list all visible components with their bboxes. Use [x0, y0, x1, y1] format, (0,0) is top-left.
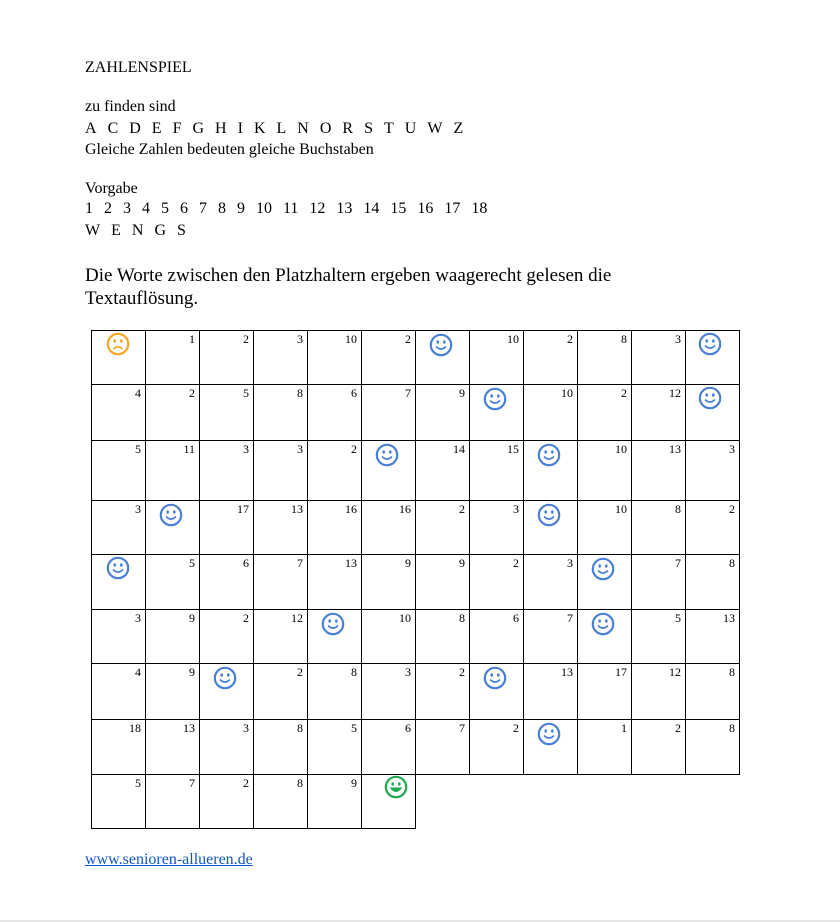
- cell-number: 17: [615, 665, 627, 679]
- vorgabe-number: 15: [390, 200, 407, 217]
- cell-number: 2: [243, 611, 249, 625]
- grid-cell: [145, 719, 200, 775]
- cell-number: 7: [459, 721, 465, 735]
- grid-cell: [631, 384, 686, 441]
- cell-number: 2: [243, 776, 249, 790]
- cell-number: 3: [135, 611, 141, 625]
- grid-cell: [469, 719, 524, 775]
- letter-item: S: [364, 120, 373, 137]
- vorgabe-letter: S: [177, 222, 186, 239]
- grid-cell: [577, 609, 632, 664]
- vorgabe-letter: N: [131, 222, 144, 239]
- grid-cell: [523, 440, 578, 501]
- cell-number: 17: [237, 502, 249, 516]
- cell-number: 4: [135, 386, 141, 400]
- cell-number: 8: [729, 665, 735, 679]
- cell-number: 1: [621, 721, 627, 735]
- letter-item: F: [172, 120, 182, 137]
- cell-number: 3: [243, 721, 249, 735]
- grid-cell: [145, 440, 200, 501]
- grid-cell: [145, 500, 200, 555]
- grid-cell: [631, 554, 686, 610]
- letter-item: R: [342, 120, 354, 137]
- grid-cell: [415, 719, 470, 775]
- grid-cell: [469, 384, 524, 441]
- grid-cell: [199, 609, 254, 664]
- grid-cell: [685, 663, 740, 720]
- cell-number: 10: [615, 502, 627, 516]
- vorgabe-number: 14: [363, 200, 380, 217]
- cell-number: 2: [459, 502, 465, 516]
- vorgabe-number: 17: [444, 200, 461, 217]
- cell-number: 3: [297, 332, 303, 346]
- grid-cell: [253, 500, 308, 555]
- vorgabe-letter: G: [154, 222, 167, 239]
- grid-cell: [253, 719, 308, 775]
- cell-number: 8: [621, 332, 627, 346]
- smiley-icon: [483, 387, 507, 411]
- grid-cell: [469, 440, 524, 501]
- cell-number: 9: [189, 665, 195, 679]
- vorgabe-letters: [85, 222, 197, 240]
- cell-number: 7: [675, 556, 681, 570]
- smiley-icon: [321, 612, 345, 636]
- grid-cell: [253, 330, 308, 385]
- source-link[interactable]: www.senioren-allueren.de: [85, 851, 253, 868]
- grid-cell: [91, 663, 146, 720]
- grid-cell: [253, 554, 308, 610]
- smiley-icon: [698, 332, 722, 356]
- grid-cell: [145, 609, 200, 664]
- grid-cell: [199, 500, 254, 555]
- grid-cell: [199, 663, 254, 720]
- grid-cell: [307, 609, 362, 664]
- puzzle-title: ZAHLENSPIEL: [85, 59, 192, 76]
- grid-cell: [577, 663, 632, 720]
- grid-cell: [631, 609, 686, 664]
- grid-cell: [415, 554, 470, 610]
- vorgabe-number: 8: [218, 200, 226, 217]
- cell-number: 3: [675, 332, 681, 346]
- letter-item: L: [276, 120, 287, 137]
- grid-cell: [523, 330, 578, 385]
- grid-cell: [253, 663, 308, 720]
- cell-number: 10: [399, 611, 411, 625]
- vorgabe-number: 12: [309, 200, 326, 217]
- cell-number: 1: [189, 332, 195, 346]
- cell-number: 5: [675, 611, 681, 625]
- smiley-icon: [537, 503, 561, 527]
- grid-cell: [415, 384, 470, 441]
- cell-number: 16: [345, 502, 357, 516]
- smiley-icon: [591, 557, 615, 581]
- grid-cell: [361, 663, 416, 720]
- smiley-icon: [698, 386, 722, 410]
- grid-cell: [361, 774, 416, 829]
- grid-cell: [361, 719, 416, 775]
- cell-number: 7: [405, 386, 411, 400]
- letter-item: D: [129, 120, 141, 137]
- smiley-icon: [375, 443, 399, 467]
- cell-number: 13: [183, 721, 195, 735]
- cell-number: 5: [351, 721, 357, 735]
- cell-number: 2: [351, 442, 357, 456]
- grid-cell: [199, 719, 254, 775]
- grid-cell: [199, 554, 254, 610]
- cell-number: 5: [243, 386, 249, 400]
- grid-cell: [577, 554, 632, 610]
- cell-number: 5: [135, 442, 141, 456]
- grid-cell: [145, 663, 200, 720]
- cell-number: 6: [513, 611, 519, 625]
- grid-cell: [253, 774, 308, 829]
- grid-cell: [685, 500, 740, 555]
- grid-cell: [631, 440, 686, 501]
- grid-cell: [361, 440, 416, 501]
- vorgabe-numbers: [85, 200, 498, 218]
- letters-to-find: [85, 120, 474, 138]
- vorgabe-label: Vorgabe: [85, 180, 138, 197]
- grid-cell: [415, 609, 470, 664]
- grid-cell: [91, 609, 146, 664]
- grid-cell: [577, 500, 632, 555]
- grid-cell: [91, 554, 146, 610]
- cell-number: 7: [567, 611, 573, 625]
- cell-number: 2: [243, 332, 249, 346]
- cell-number: 5: [135, 776, 141, 790]
- vorgabe-letter: E: [111, 222, 121, 239]
- smiley-icon: [483, 666, 507, 690]
- vorgabe-number: 7: [199, 200, 207, 217]
- grid-cell: [577, 384, 632, 441]
- grid-cell: [469, 330, 524, 385]
- cell-number: 13: [669, 442, 681, 456]
- cell-number: 2: [729, 502, 735, 516]
- cell-number: 12: [669, 665, 681, 679]
- grid-cell: [415, 330, 470, 385]
- vorgabe-number: 3: [123, 200, 131, 217]
- cell-number: 2: [189, 386, 195, 400]
- cell-number: 8: [297, 776, 303, 790]
- cell-number: 10: [345, 332, 357, 346]
- cell-number: 18: [129, 721, 141, 735]
- cell-number: 13: [291, 502, 303, 516]
- grid-cell: [199, 330, 254, 385]
- vorgabe-number: 13: [336, 200, 353, 217]
- grid-cell: [91, 774, 146, 829]
- letter-item: E: [151, 120, 162, 137]
- cell-number: 6: [351, 386, 357, 400]
- cell-number: 16: [399, 502, 411, 516]
- letter-item: C: [107, 120, 119, 137]
- grid-cell: [523, 554, 578, 610]
- cell-number: 5: [189, 556, 195, 570]
- cell-number: 8: [297, 386, 303, 400]
- vorgabe-number: 2: [104, 200, 112, 217]
- cell-number: 10: [615, 442, 627, 456]
- grid-cell: [415, 440, 470, 501]
- cell-number: 10: [507, 332, 519, 346]
- rule-text: Gleiche Zahlen bedeuten gleiche Buchstaben: [85, 141, 374, 158]
- vorgabe-number: 4: [142, 200, 150, 217]
- grid-cell: [361, 384, 416, 441]
- vorgabe-number: 18: [471, 200, 488, 217]
- grid-cell: [469, 609, 524, 664]
- vorgabe-letter: W: [85, 222, 101, 239]
- cell-number: 8: [459, 611, 465, 625]
- grid-cell: [523, 609, 578, 664]
- grid-cell: [631, 330, 686, 385]
- cell-number: 8: [675, 502, 681, 516]
- cell-number: 9: [405, 556, 411, 570]
- letter-item: W: [427, 120, 443, 137]
- cell-number: 3: [513, 502, 519, 516]
- grid-cell: [685, 440, 740, 501]
- grid-cell: [469, 500, 524, 555]
- smiley-icon: [213, 666, 237, 690]
- grid-cell: [631, 719, 686, 775]
- grid-cell: [307, 774, 362, 829]
- grid-cell: [91, 440, 146, 501]
- vorgabe-number: 10: [256, 200, 272, 217]
- cell-number: 14: [453, 442, 465, 456]
- grid-cell: [361, 500, 416, 555]
- grid-cell: [523, 719, 578, 775]
- instruction-text: Die Worte zwischen den Platzhaltern ergeben waagerecht gelesen die Textauflösung.: [85, 265, 612, 309]
- vorgabe-number: 1: [85, 200, 93, 217]
- letter-item: K: [253, 120, 266, 137]
- smiley-icon: [106, 556, 130, 580]
- grid-cell: [307, 719, 362, 775]
- cell-number: 3: [135, 502, 141, 516]
- cell-number: 2: [459, 665, 465, 679]
- grid-cell: [91, 330, 146, 385]
- grid-cell: [631, 663, 686, 720]
- cell-number: 2: [513, 721, 519, 735]
- grid-cell: [685, 330, 740, 385]
- grid-cell: [253, 384, 308, 441]
- grid-cell: [307, 440, 362, 501]
- grid-cell: [361, 554, 416, 610]
- grid-cell: [685, 719, 740, 775]
- grid-cell: [685, 384, 740, 441]
- cell-number: 2: [621, 386, 627, 400]
- cell-number: 8: [729, 556, 735, 570]
- find-label: zu finden sind: [85, 98, 176, 115]
- cell-number: 13: [345, 556, 357, 570]
- grid-cell: [577, 330, 632, 385]
- cell-number: 2: [513, 556, 519, 570]
- cell-number: 9: [189, 611, 195, 625]
- smiley-icon: [591, 612, 615, 636]
- vorgabe-number: 16: [417, 200, 434, 217]
- cell-number: 2: [567, 332, 573, 346]
- grid-cell: [631, 500, 686, 555]
- grid-cell: [523, 500, 578, 555]
- grid-cell: [91, 384, 146, 441]
- grid-cell: [685, 609, 740, 664]
- cell-number: 6: [405, 721, 411, 735]
- grid-cell: [523, 384, 578, 441]
- letter-item: Z: [453, 120, 464, 137]
- grid-cell: [415, 500, 470, 555]
- grid-cell: [523, 663, 578, 720]
- smiley-icon: [537, 443, 561, 467]
- grid-cell: [199, 384, 254, 441]
- vorgabe-number: 5: [161, 200, 169, 217]
- grid-cell: [469, 663, 524, 720]
- grid-cell: [361, 609, 416, 664]
- cell-number: 2: [405, 332, 411, 346]
- grid-cell: [91, 719, 146, 775]
- sad-face-icon: [106, 332, 130, 356]
- vorgabe-number: 6: [180, 200, 188, 217]
- letter-item: U: [404, 120, 417, 137]
- grid-cell: [199, 440, 254, 501]
- cell-number: 3: [243, 442, 249, 456]
- cell-number: 8: [351, 665, 357, 679]
- letter-item: H: [215, 120, 227, 137]
- cell-number: 3: [297, 442, 303, 456]
- cell-number: 11: [183, 442, 195, 456]
- grid-cell: [145, 774, 200, 829]
- grid-cell: [199, 774, 254, 829]
- cell-number: 8: [297, 721, 303, 735]
- letter-item: I: [237, 120, 243, 137]
- grid-cell: [577, 440, 632, 501]
- letter-item: G: [192, 120, 205, 137]
- letter-item: A: [85, 120, 97, 137]
- letter-item: T: [383, 120, 394, 137]
- grid-cell: [577, 719, 632, 775]
- cell-number: 13: [561, 665, 573, 679]
- grinning-face-icon: [384, 775, 408, 799]
- cell-number: 6: [243, 556, 249, 570]
- grid-cell: [361, 330, 416, 385]
- smiley-icon: [537, 722, 561, 746]
- cell-number: 4: [135, 665, 141, 679]
- smiley-icon: [429, 333, 453, 357]
- cell-number: 3: [729, 442, 735, 456]
- cell-number: 2: [675, 721, 681, 735]
- cell-number: 9: [351, 776, 357, 790]
- grid-cell: [307, 500, 362, 555]
- grid-cell: [145, 554, 200, 610]
- grid-cell: [469, 554, 524, 610]
- grid-cell: [307, 554, 362, 610]
- cell-number: 15: [507, 442, 519, 456]
- cell-number: 12: [291, 611, 303, 625]
- grid-cell: [91, 500, 146, 555]
- grid-cell: [253, 440, 308, 501]
- cell-number: 10: [561, 386, 573, 400]
- letter-item: O: [319, 120, 332, 137]
- cell-number: 2: [297, 665, 303, 679]
- grid-cell: [145, 384, 200, 441]
- cell-number: 8: [729, 721, 735, 735]
- cell-number: 7: [189, 776, 195, 790]
- cell-number: 12: [669, 386, 681, 400]
- vorgabe-number: 9: [237, 200, 245, 217]
- grid-cell: [145, 330, 200, 385]
- cell-number: 3: [405, 665, 411, 679]
- smiley-icon: [159, 503, 183, 527]
- cell-number: 9: [459, 556, 465, 570]
- grid-cell: [253, 609, 308, 664]
- grid-cell: [415, 663, 470, 720]
- cell-number: 9: [459, 386, 465, 400]
- cell-number: 7: [297, 556, 303, 570]
- grid-cell: [685, 554, 740, 610]
- cell-number: 3: [567, 556, 573, 570]
- vorgabe-number: 11: [283, 200, 299, 217]
- grid-cell: [307, 330, 362, 385]
- grid-cell: [307, 663, 362, 720]
- grid-cell: [307, 384, 362, 441]
- letter-item: N: [297, 120, 309, 137]
- cell-number: 13: [723, 611, 735, 625]
